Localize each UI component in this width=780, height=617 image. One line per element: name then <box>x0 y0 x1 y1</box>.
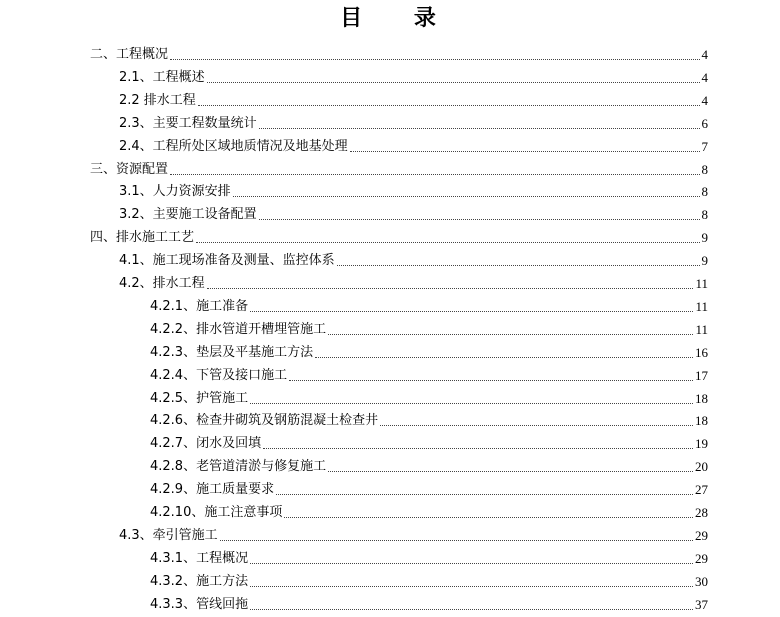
toc-page-number: 6 <box>701 115 708 131</box>
toc-entry-label: 二、工程概况 <box>90 47 169 62</box>
toc-page-number: 8 <box>701 161 708 177</box>
toc-entry[interactable] <box>150 568 708 591</box>
toc-dot-leader <box>170 59 699 60</box>
toc-entry-label: 4.2.1、施工准备 <box>150 298 249 314</box>
toc-page-number: 9 <box>701 253 708 269</box>
toc-dot-leader <box>263 448 693 449</box>
toc-page-number: 27 <box>695 482 708 498</box>
toc-entry-label: 4.2.2、排水管道开槽埋管施工 <box>150 321 327 337</box>
toc-page-number: 4 <box>701 47 708 62</box>
toc-title: 目 录 <box>340 6 458 31</box>
toc-entry[interactable] <box>150 453 708 476</box>
toc-page-number: 29 <box>695 527 708 543</box>
toc-entry-label: 3.2、主要施工设备配置 <box>119 207 257 223</box>
toc-page-number: 11 <box>695 321 708 337</box>
toc-dot-leader <box>250 586 693 587</box>
toc-entry[interactable] <box>119 64 708 87</box>
toc-entry[interactable] <box>119 133 708 156</box>
toc-entry[interactable] <box>150 316 708 339</box>
toc-dot-leader <box>276 494 693 495</box>
toc-dot-leader <box>233 196 700 197</box>
toc-entry-label: 4.2.10、施工注意事项 <box>150 505 283 520</box>
toc-dot-leader <box>259 219 700 220</box>
toc-entry[interactable] <box>150 545 708 568</box>
toc-entry-label: 2.3、主要工程数量统计 <box>119 115 257 131</box>
toc-entry-label: 4.3.1、工程概况 <box>150 550 249 566</box>
toc-entry[interactable] <box>119 178 708 201</box>
toc-entry-label: 2.1、工程概述 <box>119 69 205 85</box>
toc-entry[interactable] <box>150 293 708 316</box>
toc-entry[interactable] <box>119 201 708 224</box>
toc-dot-leader <box>198 105 700 106</box>
toc-dot-leader <box>250 403 693 404</box>
toc-dot-leader <box>337 265 700 266</box>
toc-dot-leader <box>196 242 699 243</box>
toc-entry-label: 2.4、工程所处区域地质情况及地基处理 <box>119 138 348 154</box>
toc-page-number: 28 <box>695 505 708 520</box>
toc-entry-label: 四、排水施工工艺 <box>90 230 195 246</box>
toc-entry-label: 4.2.3、垫层及平基施工方法 <box>150 344 314 360</box>
toc-page-number: 8 <box>701 207 708 223</box>
toc-page-number: 8 <box>701 184 708 200</box>
toc-dot-leader <box>170 174 699 175</box>
toc-entry[interactable] <box>119 522 708 545</box>
toc-entry[interactable] <box>119 247 708 270</box>
toc-entry-label: 4.3.2、施工方法 <box>150 573 249 589</box>
toc-dot-leader <box>315 357 693 358</box>
toc-dot-leader <box>284 517 693 518</box>
toc-entry-label: 4.2.7、闭水及回填 <box>150 436 262 452</box>
toc-entry-label: 3.1、人力资源安排 <box>119 184 231 200</box>
toc-dot-leader <box>328 471 693 472</box>
toc-entry[interactable] <box>119 270 708 293</box>
toc-entry[interactable] <box>150 430 708 453</box>
toc-entry-label: 4.2.9、施工质量要求 <box>150 482 275 498</box>
toc-entry[interactable] <box>150 499 708 522</box>
toc-entry[interactable] <box>150 362 708 385</box>
toc-page-number: 9 <box>701 230 708 246</box>
toc-dot-leader <box>250 609 693 610</box>
toc-entry-label: 4.2.6、检查井砌筑及钢筋混凝土检查井 <box>150 413 379 429</box>
toc-page-number: 20 <box>695 459 708 475</box>
toc-entry-label: 三、资源配置 <box>90 161 169 177</box>
toc-entry[interactable] <box>119 87 708 110</box>
toc-entry[interactable] <box>119 110 708 133</box>
toc-dot-leader <box>259 128 700 129</box>
toc-entry-label: 4.1、施工现场准备及测量、监控体系 <box>119 253 335 269</box>
toc-dot-leader <box>207 82 700 83</box>
toc-page-number: 4 <box>701 92 708 108</box>
toc-page-number: 16 <box>695 344 708 360</box>
toc-page-number: 18 <box>695 413 708 429</box>
toc-entry-label: 4.2.5、护管施工 <box>150 390 249 406</box>
toc-page-number: 4 <box>701 69 708 85</box>
toc-entry-label: 4.3.3、管线回拖 <box>150 596 249 612</box>
toc-entry[interactable] <box>90 156 708 179</box>
toc-entry-label: 4.2.4、下管及接口施工 <box>150 367 288 383</box>
toc-page-number: 37 <box>695 596 708 612</box>
toc-page-number: 30 <box>695 573 708 589</box>
toc-entry[interactable] <box>150 385 708 408</box>
toc-entry[interactable] <box>90 41 708 64</box>
toc-dot-leader <box>207 288 694 289</box>
toc-dot-leader <box>350 151 700 152</box>
toc-page-number: 29 <box>695 550 708 566</box>
toc-entry[interactable] <box>90 224 708 247</box>
toc-entry[interactable] <box>150 407 708 430</box>
toc-entry-label: 4.2、排水工程 <box>119 276 205 291</box>
toc-page-number: 11 <box>695 298 708 314</box>
toc-page-number: 19 <box>695 436 708 452</box>
toc-page-number: 17 <box>695 367 708 383</box>
toc-entry[interactable] <box>150 339 708 362</box>
toc-entry-label: 2.2 排水工程 <box>119 92 196 108</box>
toc-dot-leader <box>380 425 693 426</box>
toc-entry-label: 4.3、牵引管施工 <box>119 527 218 543</box>
toc-entry[interactable] <box>150 591 708 614</box>
toc-entry[interactable] <box>150 476 708 499</box>
toc-dot-leader <box>289 380 693 381</box>
toc-page-number: 11 <box>695 276 708 291</box>
toc-dot-leader <box>220 540 693 541</box>
toc-dot-leader <box>328 334 693 335</box>
toc-dot-leader <box>250 563 693 564</box>
toc-page-number: 18 <box>695 390 708 406</box>
toc-entry-label: 4.2.8、老管道清淤与修复施工 <box>150 459 327 475</box>
toc-page-number: 7 <box>701 138 708 154</box>
toc-dot-leader <box>250 311 693 312</box>
